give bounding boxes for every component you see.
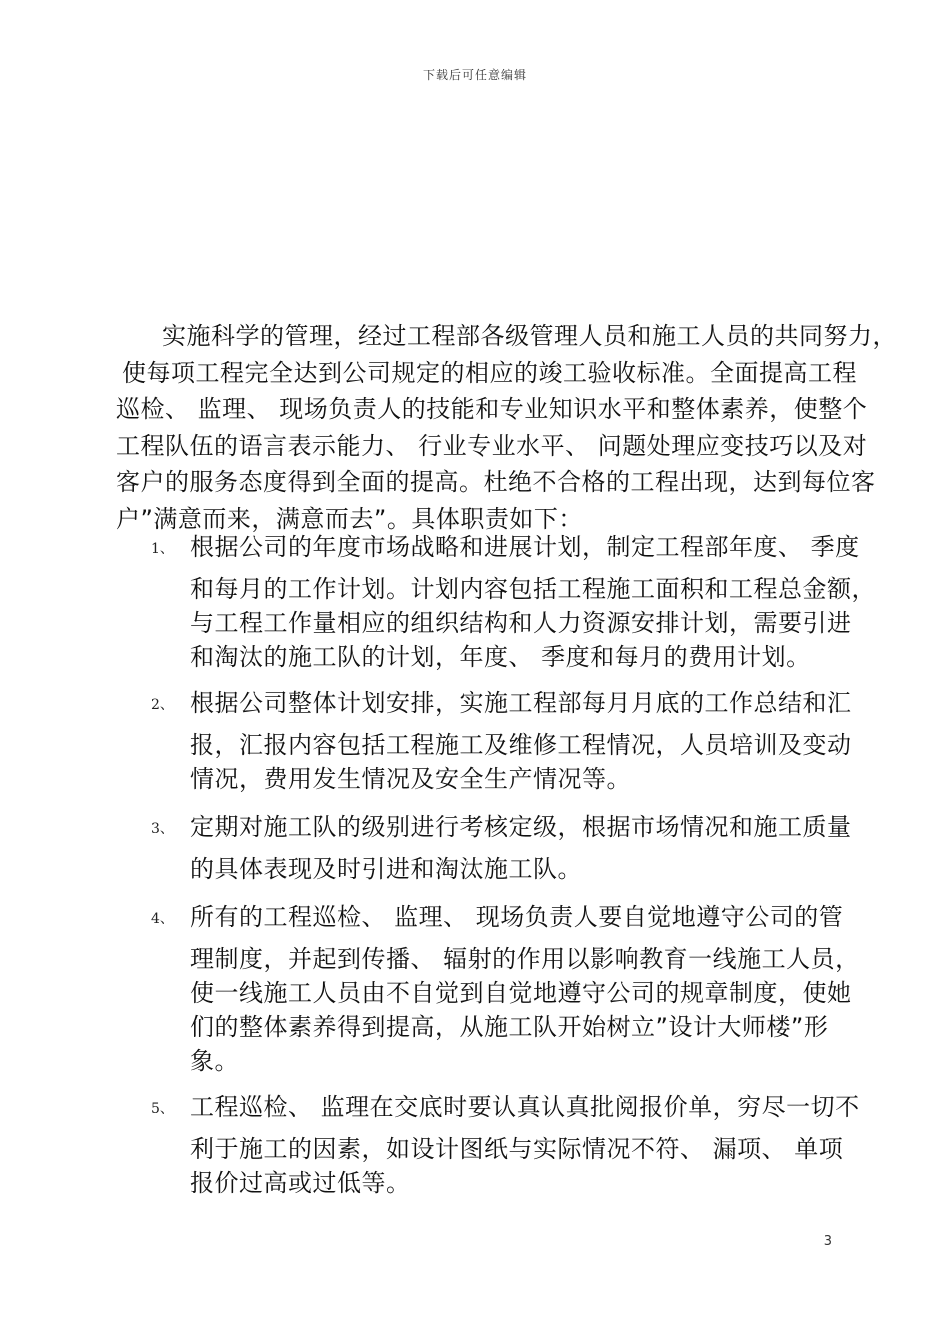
list-line: 利于施工的因素，如设计图纸与实际情况不符、 漏项、 单项 (190, 1135, 844, 1163)
intro-line: 实施科学的管理，经过工程部各级管理人员和施工人员的共同努力， (162, 322, 897, 350)
list-text (190, 900, 860, 1078)
list-line: 报，汇报内容包括工程施工及维修工程情况，人员培训及变动 (190, 731, 852, 759)
list-line: 报价过高或过低等。 (190, 1169, 411, 1197)
intro-line: 客户的服务态度得到全面的提高。杜绝不合格的工程出现，达到每位客 (116, 468, 876, 496)
list-line: 所有的工程巡检、 监理、 现场负责人要自觉地遵守公司的管 (190, 903, 844, 931)
list-line: 们的整体素养得到提高，从施工队开始树立”设计大师楼”形 (190, 1013, 829, 1041)
page-number: 3 (823, 1234, 832, 1249)
header-note: 下载后可任意编辑 (422, 68, 527, 82)
list-line: 情况，费用发生情况及安全生产情况等。 (190, 765, 631, 793)
intro-line: 巡检、 监理、 现场负责人的技能和专业知识水平和整体素养，使整个 (116, 395, 868, 423)
list-line: 定期对施工队的级别进行考核定级，根据市场情况和施工质量 (190, 813, 852, 841)
list-text (190, 686, 850, 796)
list-line: 理制度，并起到传播、 辐射的作用以影响教育一线施工人员， (190, 945, 860, 973)
list-number: 1、 (151, 541, 174, 557)
list-line: 象。 (190, 1047, 239, 1075)
list-text (190, 530, 876, 674)
list-line: 和淘汰的施工队的计划，年度、 季度和每月的费用计划。 (190, 643, 811, 671)
list-line: 工程巡检、 监理在交底时要认真认真批阅报价单，穷尽一切不 (190, 1093, 860, 1121)
list-text (190, 810, 850, 886)
list-line: 根据公司的年度市场战略和进展计划，制定工程部年度、 季度 (190, 533, 860, 561)
list-line: 与工程工作量相应的组织结构和人力资源安排计划，需要引进 (190, 609, 852, 637)
list-number: 3、 (151, 821, 174, 837)
intro-line: 使每项工程完全达到公司规定的相应的竣工验收标准。全面提高工程 (122, 358, 857, 387)
list-text (190, 1090, 860, 1200)
list-line: 根据公司整体计划安排，实施工程部每月月底的工作总结和汇 (190, 689, 852, 717)
list-line: 和每月的工作计划。计划内容包括工程施工面积和工程总金额， (190, 575, 876, 603)
list-line: 使一线施工人员由不自觉到自觉地遵守公司的规章制度，使她 (190, 979, 852, 1007)
list-number: 2、 (151, 697, 174, 713)
list-number: 4、 (151, 911, 174, 927)
intro-paragraph (116, 318, 897, 537)
intro-line: 工程队伍的语言表示能力、 行业专业水平、 问题处理应变技巧以及对 (116, 431, 868, 460)
list-line: 的具体表现及时引进和淘汰施工队。 (190, 855, 582, 883)
intro-line: 户”满意而来，满意而去”。具体职责如下： (116, 504, 583, 533)
list-number: 5、 (151, 1101, 174, 1117)
